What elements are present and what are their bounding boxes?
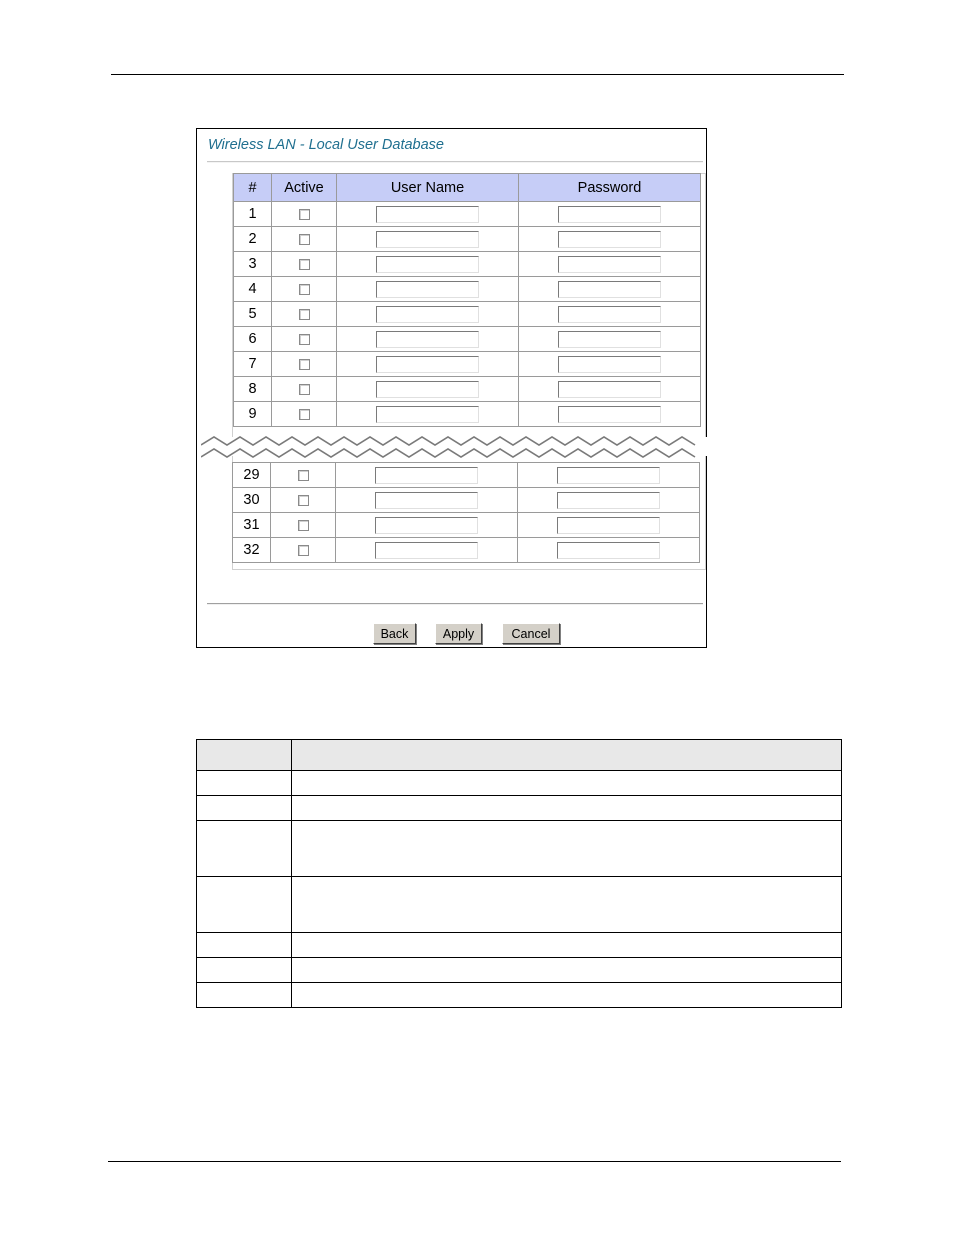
user-name-input[interactable] bbox=[375, 467, 478, 484]
row-number: 29 bbox=[233, 463, 271, 488]
active-checkbox[interactable] bbox=[299, 209, 310, 220]
apply-button[interactable]: Apply bbox=[435, 623, 482, 644]
user-table-top bbox=[233, 173, 701, 427]
description-row bbox=[197, 983, 842, 1008]
user-name-input[interactable] bbox=[376, 281, 479, 298]
description-row bbox=[197, 796, 842, 821]
row-number: 9 bbox=[234, 402, 272, 427]
active-checkbox[interactable] bbox=[298, 470, 309, 481]
description-header-label bbox=[197, 740, 292, 771]
description-row bbox=[197, 821, 842, 877]
user-row bbox=[234, 402, 701, 427]
user-name-input[interactable] bbox=[376, 306, 479, 323]
description-header-description bbox=[292, 740, 842, 771]
row-number: 8 bbox=[234, 377, 272, 402]
password-input[interactable] bbox=[558, 406, 661, 423]
user-name-input[interactable] bbox=[376, 256, 479, 273]
row-number: 32 bbox=[233, 538, 271, 563]
page-header-rule bbox=[111, 74, 844, 75]
row-number: 30 bbox=[233, 488, 271, 513]
password-input[interactable] bbox=[557, 517, 660, 534]
password-input[interactable] bbox=[558, 231, 661, 248]
header-number: # bbox=[234, 174, 272, 202]
row-number: 1 bbox=[234, 202, 272, 227]
user-row bbox=[233, 463, 700, 488]
page-footer-rule bbox=[108, 1161, 841, 1162]
cancel-button[interactable]: Cancel bbox=[502, 623, 560, 644]
row-number: 4 bbox=[234, 277, 272, 302]
header-user-name: User Name bbox=[337, 174, 519, 202]
user-name-input[interactable] bbox=[376, 231, 479, 248]
row-number: 6 bbox=[234, 327, 272, 352]
password-input[interactable] bbox=[557, 542, 660, 559]
user-name-input[interactable] bbox=[375, 542, 478, 559]
active-checkbox[interactable] bbox=[299, 384, 310, 395]
description-row bbox=[197, 958, 842, 983]
password-input[interactable] bbox=[557, 467, 660, 484]
active-checkbox[interactable] bbox=[299, 284, 310, 295]
user-name-input[interactable] bbox=[376, 206, 479, 223]
user-name-input[interactable] bbox=[375, 492, 478, 509]
panel-title: Wireless LAN - Local User Database bbox=[208, 137, 444, 153]
password-input[interactable] bbox=[558, 206, 661, 223]
description-row bbox=[197, 771, 842, 796]
table-break-zigzag bbox=[201, 432, 707, 464]
local-user-database-panel bbox=[196, 128, 707, 648]
user-row bbox=[234, 327, 701, 352]
password-input[interactable] bbox=[557, 492, 660, 509]
user-row bbox=[233, 538, 700, 563]
active-checkbox[interactable] bbox=[299, 334, 310, 345]
user-row bbox=[234, 352, 701, 377]
user-name-input[interactable] bbox=[376, 406, 479, 423]
active-checkbox[interactable] bbox=[298, 545, 309, 556]
active-checkbox[interactable] bbox=[299, 234, 310, 245]
user-row bbox=[233, 488, 700, 513]
header-password: Password bbox=[519, 174, 701, 202]
header-active: Active bbox=[272, 174, 337, 202]
user-table-bottom bbox=[232, 462, 700, 563]
active-checkbox[interactable] bbox=[298, 520, 309, 531]
footer-divider bbox=[207, 603, 703, 605]
active-checkbox[interactable] bbox=[299, 309, 310, 320]
active-checkbox[interactable] bbox=[299, 259, 310, 270]
user-row bbox=[234, 252, 701, 277]
active-checkbox[interactable] bbox=[298, 495, 309, 506]
password-input[interactable] bbox=[558, 281, 661, 298]
row-number: 7 bbox=[234, 352, 272, 377]
description-header-row bbox=[197, 740, 842, 771]
row-number: 3 bbox=[234, 252, 272, 277]
description-row bbox=[197, 877, 842, 933]
row-number: 5 bbox=[234, 302, 272, 327]
active-checkbox[interactable] bbox=[299, 409, 310, 420]
user-row bbox=[234, 377, 701, 402]
field-description-table bbox=[196, 739, 842, 1008]
user-name-input[interactable] bbox=[376, 381, 479, 398]
row-number: 31 bbox=[233, 513, 271, 538]
back-button[interactable]: Back bbox=[373, 623, 416, 644]
title-divider bbox=[207, 161, 703, 163]
password-input[interactable] bbox=[558, 356, 661, 373]
description-row bbox=[197, 933, 842, 958]
user-row bbox=[234, 277, 701, 302]
password-input[interactable] bbox=[558, 381, 661, 398]
user-name-input[interactable] bbox=[375, 517, 478, 534]
user-row bbox=[234, 227, 701, 252]
password-input[interactable] bbox=[558, 306, 661, 323]
user-name-input[interactable] bbox=[376, 356, 479, 373]
password-input[interactable] bbox=[558, 331, 661, 348]
user-name-input[interactable] bbox=[376, 331, 479, 348]
user-row bbox=[234, 202, 701, 227]
user-row bbox=[233, 513, 700, 538]
row-number: 2 bbox=[234, 227, 272, 252]
user-row bbox=[234, 302, 701, 327]
password-input[interactable] bbox=[558, 256, 661, 273]
active-checkbox[interactable] bbox=[299, 359, 310, 370]
